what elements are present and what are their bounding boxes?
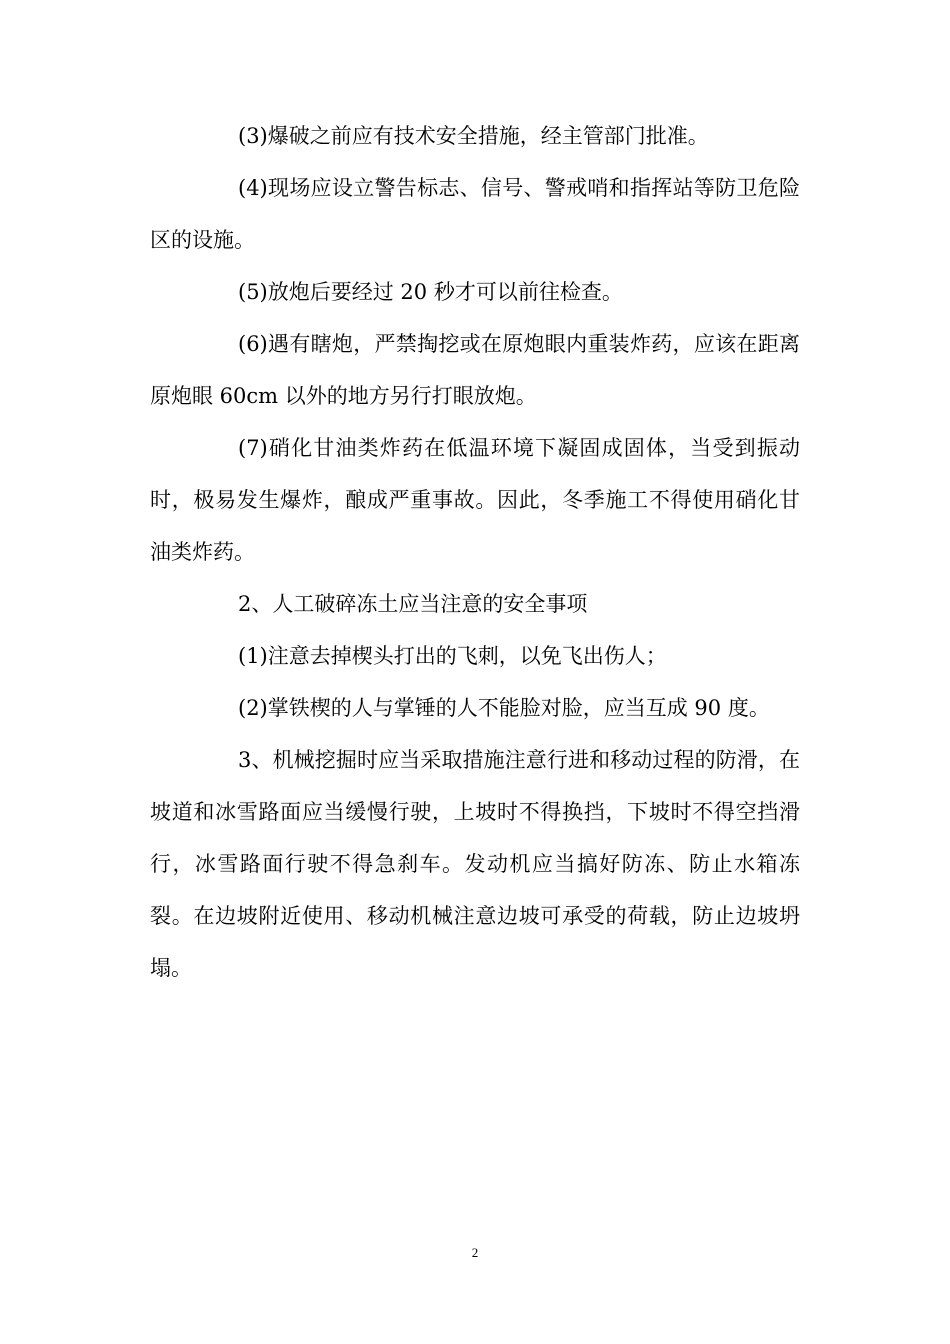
paragraph-item-7-nitroglycerin: (7)硝化甘油类炸药在低温环境下凝固成固体，当受到振动时，极易发生爆炸，酿成严重事故。因此，冬季施工不得使用硝化甘油类炸药。 bbox=[150, 436, 800, 564]
section-mechanical-excavation: 3、机械挖掘时应当采取措施注意行进和移动过程的防滑，在坡道和冰雪路面应当缓慢行驶，上坡时不得换挡，下坡时不得空挡滑行，冰雪路面行驶不得急刹车。发动机应当搞好防冻、防止水箱冻裂。在边坡附近使用、移动机械注意边坡可承受的荷载，防止边坡坍塌。 bbox=[150, 748, 800, 980]
paragraph-item-4-warning-signs: (4)现场应设立警告标志、信号、警戒哨和指挥站等防卫危险区的设施。 bbox=[150, 176, 800, 252]
paragraph-manual-item-2: (2)掌铁楔的人与掌锤的人不能脸对脸，应当互成 90 度。 bbox=[238, 696, 770, 720]
paragraph-manual-item-1: (1)注意去掉楔头打出的飞刺，以免飞出伤人； bbox=[238, 644, 667, 668]
paragraph-item-6-misfire: (6)遇有瞎炮，严禁掏挖或在原炮眼内重装炸药，应该在距离原炮眼 60cm 以外的地方另行打眼放炮。 bbox=[150, 332, 800, 408]
document-body bbox=[150, 110, 800, 994]
section-heading-manual-breaking: 2、人工破碎冻土应当注意的安全事项 bbox=[238, 592, 588, 616]
paragraph-item-3-blasting-approval: (3)爆破之前应有技术安全措施，经主管部门批准。 bbox=[238, 124, 709, 148]
page-number: 2 bbox=[471, 1245, 479, 1260]
paragraph-item-5-inspection-delay: (5)放炮后要经过 20 秒才可以前往检查。 bbox=[238, 280, 623, 304]
